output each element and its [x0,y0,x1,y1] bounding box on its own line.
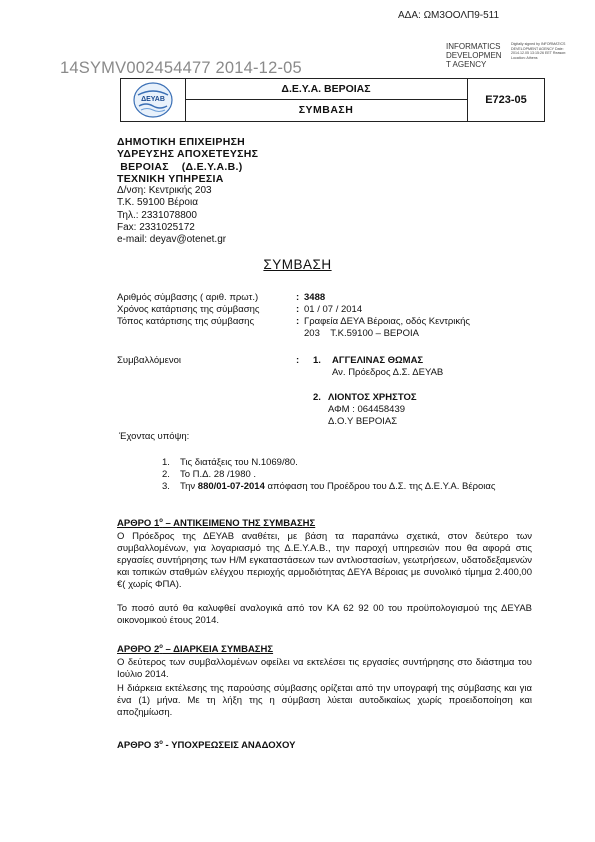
svg-text:ΔΕΥΑΒ: ΔΕΥΑΒ [141,96,165,103]
list-item-text: Το Π.Δ. 28 /1980 . [180,469,257,480]
list-item-text: Τις διατάξεις του Ν.1069/80. [180,457,298,468]
document-id-watermark: 14SYMV002454477 2014-12-05 [60,59,302,77]
deyab-logo [121,79,186,121]
contract-place-value: Γραφεία ΔΕΥΑ Βέροιας, οδός Κεντρικής [304,316,470,327]
article-1-heading: ΑΡΘΡΟ $1^o$ – ΑΝΤΙΚΕΙΜΕΝΟ ΤΗΣ ΣΥΜΒΑΣΗΣ [117,518,316,530]
list-item-text-pre: Την [180,481,198,492]
list-item-number: 3. [162,481,170,492]
party-1-role: Αν. Πρόεδρος Δ.Σ. ΔΕΥΑΒ [332,367,444,378]
list-item [162,457,534,469]
contract-place-line-2: 203 Τ.Κ.59100 – ΒΕΡΟΙΑ [304,328,419,339]
list-item [162,469,534,481]
org-email: e-mail: deyav@otenet.gr [117,234,227,246]
article-1-paragraph-2: Το ποσό αυτό θα καλυφθεί αναλογικά από τον ΚΑ 62 92 00 του προϋπολογισμού της ΔΕΥΑΒ οικονομικού έτους 2014. [117,603,532,626]
header-title-cell [185,79,468,121]
colon-separator: : [296,355,300,366]
list-item [162,481,534,505]
contract-number-value: 3488 [304,292,326,303]
contract-number-label: Αριθμός σύμβασης ( αριθ. πρωτ.) [117,292,259,303]
article-2-heading: ΑΡΘΡΟ $2^o$ – ΔΙΑΡΚΕΙΑ ΣΥΜΒΑΣΗΣ [117,644,274,656]
document-header-box [120,78,545,122]
header-org-name: Δ.Ε.Υ.Α. ΒΕΡΟΙΑΣ [185,79,467,100]
party-2-name: ΛΙΟΝΤΟΣ ΧΡΗΣΤΟΣ [328,392,417,403]
org-line-3: ΒΕΡΟΙΑΣ (Δ.Ε.Υ.Α.Β.) [117,160,243,173]
party-2-number: 2. [313,392,321,403]
list-item-text [180,481,534,493]
article-3-heading: ΑΡΘΡΟ $3^o$ - ΥΠΟΧΡΕΩΣΕΙΣ ΑΝΑΔΟΧΟΥ [117,740,296,752]
header-doc-type: ΣΥΜΒΑΣΗ [298,104,354,116]
org-line-4: ΤΕΧΝΙΚΗ ΥΠΗΡΕΣΙΑ [117,172,224,185]
signature-stamp-details: Digitally signed by INFORMATICS DEVELOPMENT AGENCY Date: 2014.12.05 13:15:26 EET Reason: Location: Athens [511,42,567,60]
document-title: ΣΥΜΒΑΣΗ [263,257,332,272]
colon-separator: : [296,316,300,327]
org-fax: Fax: 2331025172 [117,222,195,234]
org-postal: Τ.Κ. 59100 Βέροια [117,197,198,209]
contract-place-label: Τόπος κατάρτισης της σύμβασης [117,316,255,327]
header-doc-code: Ε723-05 [485,94,527,106]
article-2-paragraph-1: Ο δεύτερος των συμβαλλομένων οφείλει να εκτελέσει τις εργασίες συντήρησης στο διάστημα του Ιούλιο 2014. [117,657,532,680]
parties-label: Συμβαλλόμενοι [117,355,181,366]
party-2-doy: Δ.Ο.Υ ΒΕΡΟΙΑΣ [328,416,398,427]
article-2-paragraph-2: Η διάρκεια εκτέλεσης της παρούσης σύμβασης ορίζεται από την υπογραφή της σύμβασης και για ένα (1) μήνα. Με τη λήξη της η σύμβαση λύεται αυτοδικαίως χωρίς προειδοποίηση και αποζημίωση. [117,683,532,718]
org-line-1: ΔΗΜΟΤΙΚΗ ΕΠΙΧΕΙΡΗΣΗ [117,136,246,148]
article-1-paragraph-1: Ο Πρόεδρος της ΔΕΥΑΒ αναθέτει, με βάση τα παραπάνω σχετικά, στον δεύτερο των συμβαλλομένων, για λογαριασμό της Δ.Ε.Υ.Α.Β., την παροχή υπηρεσιών που θα αφορά στις εργασίες συντήρησης των Η/Μ εγκαταστάσεων των αντλιοστασίων, γεωτρήσεων, υδατοδεξαμενών και τοπικών σταθμών ελέγχου περιοχής αρμοδιότητας ΔΕΥΑ Βέροιας με συνολικό τίμημα 2.400,00 €( χωρίς ΦΠΑ). [117,531,532,590]
considering-label: Έχοντας υπόψη: [119,431,190,442]
party-1-name: ΑΓΓΕΛΙΝΑΣ ΘΩΜΑΣ [332,355,424,366]
contract-date-label: Χρόνος κατάρτισης της σύμβασης [117,304,260,315]
decision-number: 880/01-07-2014 [197,481,265,492]
org-phone: Τηλ.: 2331078800 [117,209,197,221]
ada-code: ΑΔΑ: ΩΜ3ΟΟΛΠ9-511 [398,10,500,21]
colon-separator: : [296,304,300,315]
list-item-text-post: απόφαση του Προέδρου του Δ.Σ. της Δ.Ε.Υ.Α. Βέροιας [264,481,496,492]
party-2-afm: ΑΦΜ : 064458439 [328,404,406,415]
list-item-number: 2. [162,469,170,480]
organization-block [117,136,258,247]
contract-date-value: 01 / 07 / 2014 [304,304,363,315]
colon-separator: : [296,292,300,303]
party-1-number: 1. [313,355,321,366]
org-address: Δ/νση: Κεντρικής 203 [117,185,212,197]
signature-stamp-org: INFORMATICS DEVELOPMEN T AGENCY [446,42,502,69]
list-item-number: 1. [162,457,170,468]
org-line-2: ΥΔΡΕΥΣΗΣ ΑΠΟΧΕΤΕΥΣΗΣ [117,148,259,161]
